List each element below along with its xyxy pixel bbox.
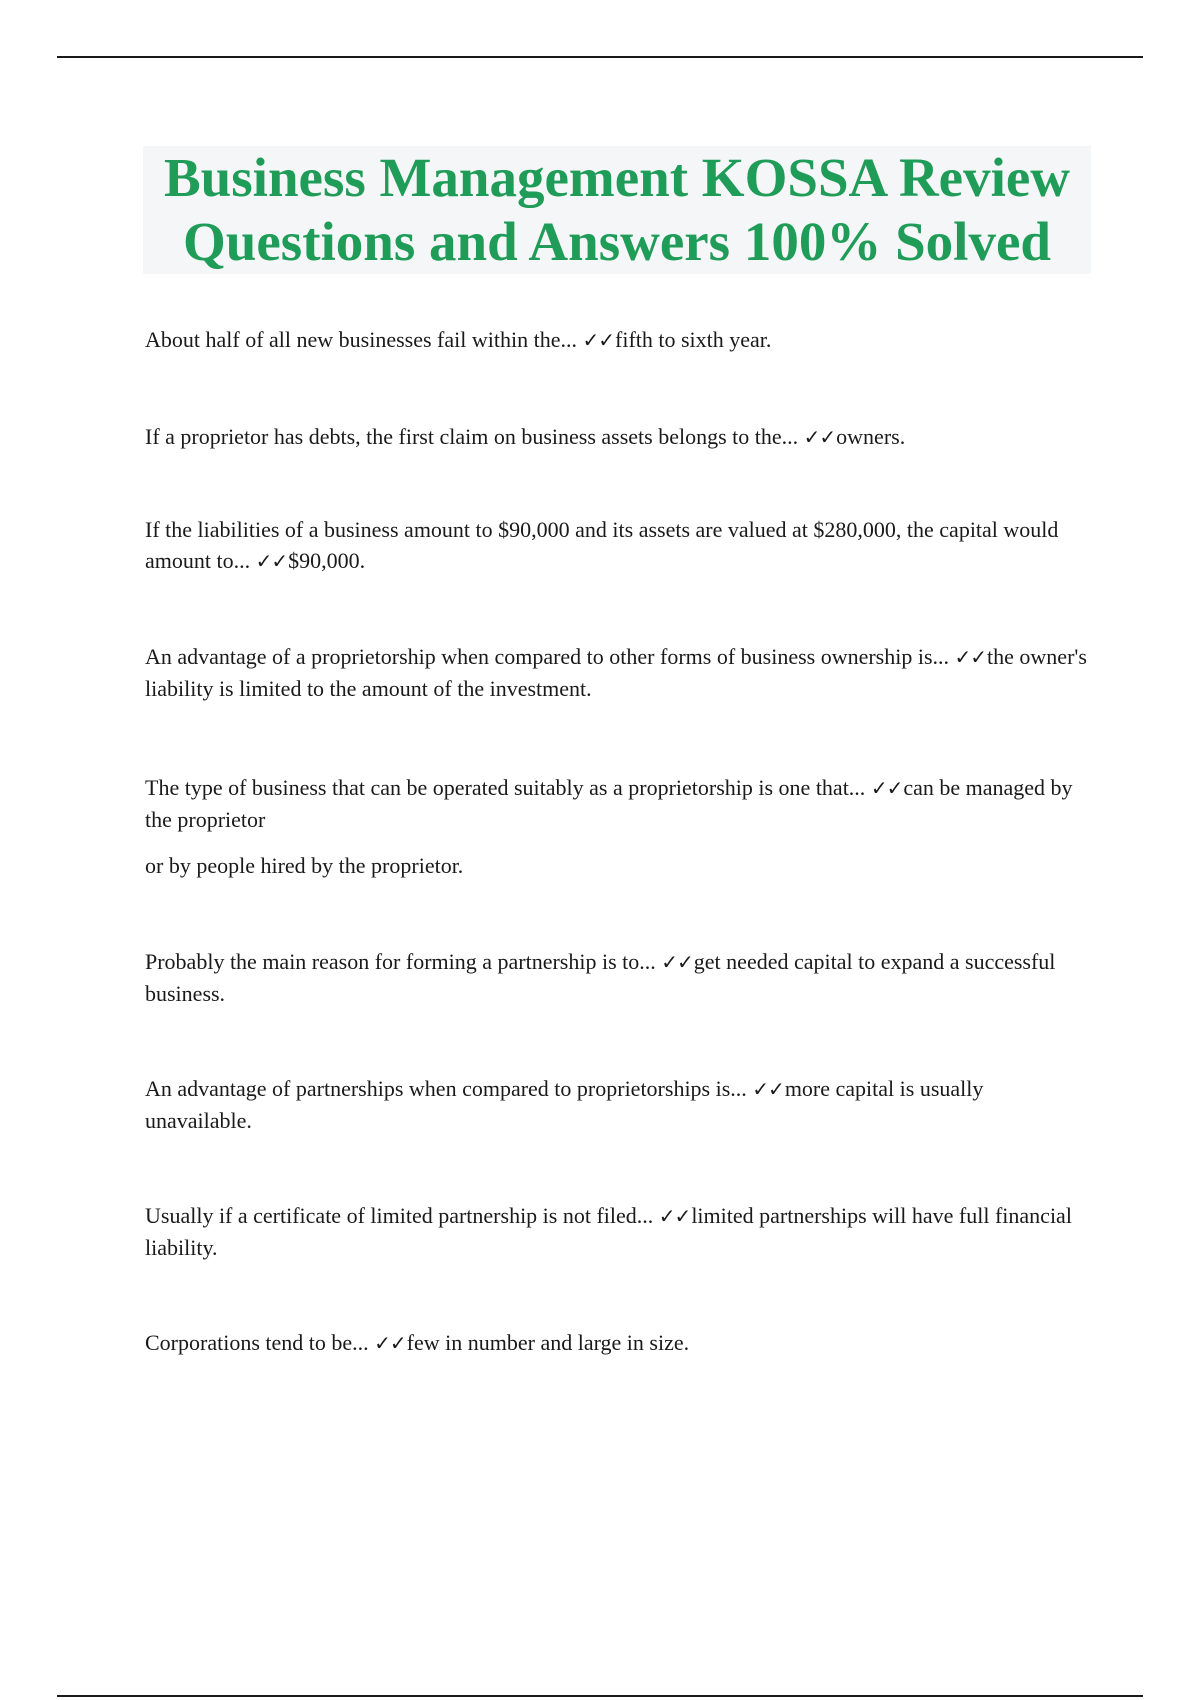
bottom-rule: [57, 1695, 1143, 1697]
question-text: An advantage of a proprietorship when compared to other forms of business ownership is...: [145, 644, 950, 669]
question-text: The type of business that can be operated suitably as a proprietorship is one that...: [145, 775, 866, 800]
qa-item-1: [145, 324, 1095, 356]
double-check-icon: ✓✓: [661, 950, 693, 974]
question-text: Corporations tend to be...: [145, 1330, 369, 1355]
answer-text: $90,000.: [288, 548, 366, 573]
qa-item-9: [145, 1327, 1095, 1359]
answer-text: more capital is usually unavailable.: [145, 1076, 984, 1133]
qa-item-4: [145, 641, 1095, 704]
title-line-1: Business Management KOSSA Review: [163, 147, 1071, 208]
answer-text: fifth to sixth year.: [615, 327, 772, 352]
question-text: An advantage of partnerships when compared to proprietorships is...: [145, 1076, 747, 1101]
qa-item-2: [145, 421, 1095, 453]
qa-item-3: [145, 514, 1095, 577]
double-check-icon: ✓✓: [752, 1077, 784, 1101]
document-title: [164, 146, 1070, 274]
answer-text: the owner's liability is limited to the amount of the investment.: [145, 644, 1087, 701]
qa-item-7: [145, 1073, 1095, 1136]
title-line-2: Questions and Answers 100% Solved: [183, 211, 1051, 272]
answer-continuation: or by people hired by the proprietor.: [145, 853, 464, 878]
question-text: Usually if a certificate of limited partnership is not filed...: [145, 1203, 654, 1228]
double-check-icon: ✓✓: [954, 645, 987, 669]
qa-item-8: [145, 1200, 1095, 1263]
question-text: Probably the main reason for forming a partnership is to...: [145, 949, 656, 974]
qa-item-6: [145, 946, 1095, 1009]
question-text: If a proprietor has debts, the first claim on business assets belongs to the...: [145, 424, 799, 449]
question-text: If the liabilities of a business amount to $90,000 and its assets are valued at $280,000, the capital would amount to...: [145, 517, 1059, 573]
double-check-icon: ✓✓: [374, 1331, 406, 1355]
qa-item-5: [145, 772, 1095, 881]
question-text: About half of all new businesses fail within the...: [145, 327, 577, 352]
title-box: [143, 146, 1091, 274]
answer-text: owners.: [836, 424, 906, 449]
double-check-icon: ✓✓: [803, 425, 836, 449]
answer-text: limited partnerships will have full financial liability.: [145, 1203, 1072, 1260]
answer-text: can be managed by the proprietor: [145, 775, 1073, 832]
double-check-icon: ✓✓: [255, 549, 288, 573]
top-rule: [57, 56, 1143, 58]
answer-text: few in number and large in size.: [406, 1330, 690, 1355]
double-check-icon: ✓✓: [870, 776, 903, 800]
double-check-icon: ✓✓: [658, 1204, 691, 1228]
double-check-icon: ✓✓: [582, 328, 614, 352]
answer-text: get needed capital to expand a successful business.: [145, 949, 1056, 1006]
